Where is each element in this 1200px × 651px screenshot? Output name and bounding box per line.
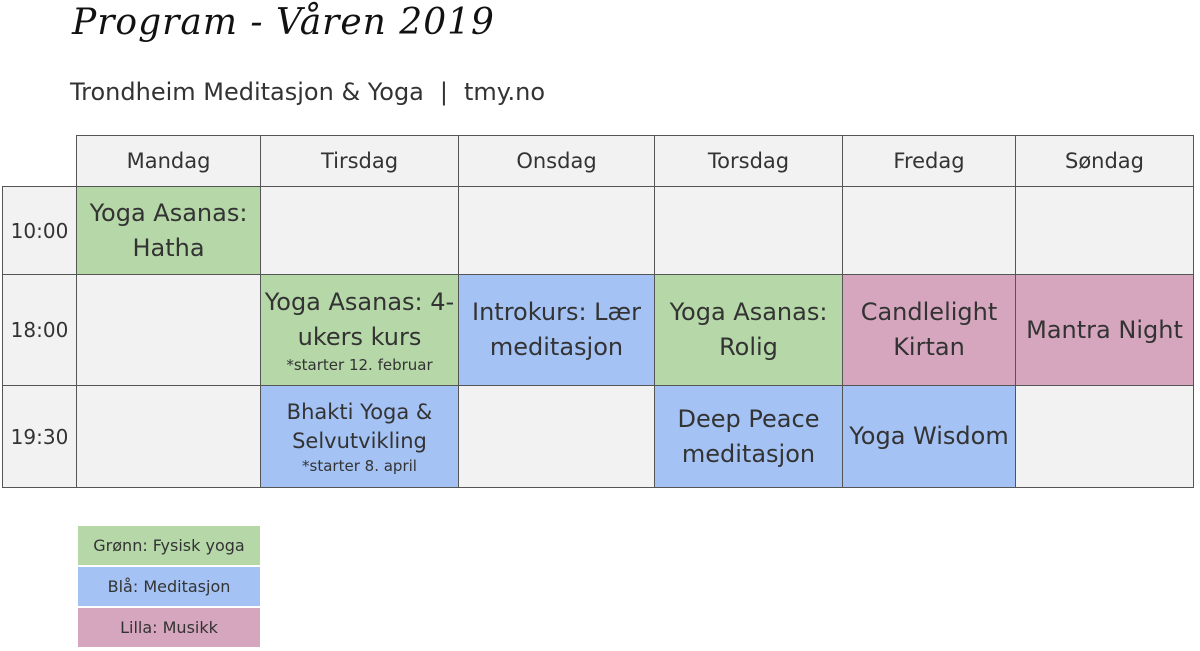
class-cell: [459, 386, 655, 488]
legend-item-physical: Grønn: Fysisk yoga: [78, 526, 260, 565]
class-cell: [843, 275, 1016, 386]
subtitle-separator: |: [439, 78, 448, 106]
time-label: 19:30: [3, 386, 77, 488]
class-cell: [261, 275, 459, 386]
class-title: Candlelight Kirtan: [860, 298, 998, 361]
class-title: Mantra Night: [1026, 315, 1183, 344]
day-header-sondag: Søndag: [1016, 136, 1194, 187]
class-cell: [1016, 187, 1194, 275]
corner-cell: [3, 136, 77, 187]
class-cell: [77, 275, 261, 386]
day-header-tirsdag: Tirsdag: [261, 136, 459, 187]
class-cell: [655, 187, 843, 275]
class-cell: [459, 187, 655, 275]
class-title: Yoga Asanas: 4-ukers kurs: [264, 288, 455, 351]
class-cell: [843, 187, 1016, 275]
class-title: Bhakti Yoga & Selvutvikling: [286, 399, 433, 453]
time-label: 18:00: [3, 275, 77, 386]
day-header-row: [3, 136, 1194, 187]
time-row-1000: [3, 187, 1194, 275]
class-cell: [1016, 275, 1194, 386]
subtitle: [70, 78, 545, 106]
class-note: *starter 12. februar: [286, 356, 433, 374]
class-cell: [261, 187, 459, 275]
day-header-mandag: Mandag: [77, 136, 261, 187]
class-note: *starter 8. april: [302, 456, 417, 475]
legend-item-music: Lilla: Musikk: [78, 608, 260, 647]
time-row-1800: [3, 275, 1194, 386]
time-row-1930: [3, 386, 1194, 488]
class-title: Introkurs: Lær meditasjon: [472, 298, 641, 361]
schedule-table: [2, 135, 1194, 488]
day-header-onsdag: Onsdag: [459, 136, 655, 187]
class-cell: [459, 275, 655, 386]
organization-name: Trondheim Meditasjon & Yoga: [70, 78, 424, 106]
class-title: Yoga Asanas: Rolig: [669, 298, 828, 361]
website-text: tmy.no: [463, 78, 546, 106]
class-cell: [1016, 386, 1194, 488]
color-legend: [78, 526, 260, 649]
day-header-fredag: Fredag: [843, 136, 1016, 187]
legend-item-meditation: Blå: Meditasjon: [78, 567, 260, 606]
class-title: Yoga Wisdom: [849, 422, 1009, 450]
class-cell: [77, 187, 261, 275]
day-header-torsdag: Torsdag: [655, 136, 843, 187]
class-cell: [843, 386, 1016, 488]
page-title: Program - Våren 2019: [72, 2, 495, 43]
class-title: Yoga Asanas: Hatha: [89, 198, 248, 262]
class-title: Deep Peace meditasjon: [677, 404, 820, 468]
class-cell: [655, 386, 843, 488]
class-cell: [261, 386, 459, 488]
time-label: 10:00: [3, 187, 77, 275]
class-cell: [77, 386, 261, 488]
class-cell: [655, 275, 843, 386]
